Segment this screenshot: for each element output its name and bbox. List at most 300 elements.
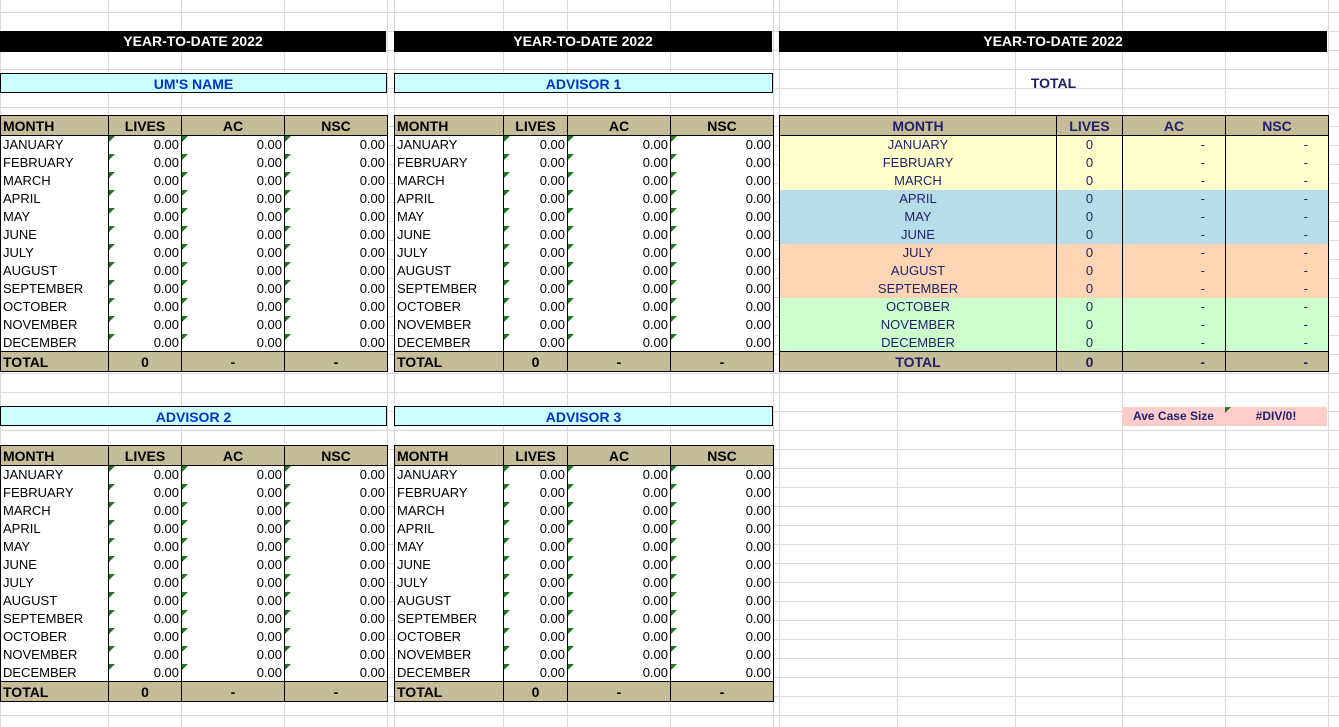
ac-cell[interactable]: 0.00 (182, 280, 285, 298)
lives-cell[interactable]: 0 (1057, 244, 1123, 262)
month-cell[interactable]: FEBRUARY (395, 154, 504, 172)
lives-cell[interactable]: 0.00 (109, 592, 182, 610)
nsc-cell[interactable]: 0.00 (671, 592, 774, 610)
lives-cell[interactable]: 0.00 (504, 136, 568, 154)
lives-cell[interactable]: 0.00 (109, 610, 182, 628)
lives-cell[interactable]: 0.00 (504, 208, 568, 226)
lives-cell[interactable]: 0 (1057, 208, 1123, 226)
month-cell[interactable]: MARCH (1, 172, 109, 190)
lives-cell[interactable]: 0.00 (504, 262, 568, 280)
ac-cell[interactable]: - (1123, 298, 1226, 316)
ac-cell[interactable]: 0.00 (568, 190, 671, 208)
nsc-cell[interactable]: 0.00 (671, 226, 774, 244)
ac-cell[interactable]: 0.00 (568, 244, 671, 262)
total-label[interactable]: TOTAL (395, 682, 504, 702)
month-cell[interactable]: APRIL (1, 520, 109, 538)
lives-cell[interactable]: 0 (1057, 334, 1123, 352)
nsc-cell[interactable]: 0.00 (285, 154, 388, 172)
total-ac[interactable]: - (182, 682, 285, 702)
month-cell[interactable]: JANUARY (1, 136, 109, 154)
ac-cell[interactable]: 0.00 (182, 172, 285, 190)
total-nsc[interactable]: - (671, 352, 774, 372)
lives-cell[interactable]: 0.00 (504, 316, 568, 334)
table-row (395, 502, 774, 520)
month-cell[interactable]: FEBRUARY (1, 154, 109, 172)
month-cell[interactable]: JULY (395, 574, 504, 592)
nsc-cell[interactable]: 0.00 (671, 466, 774, 484)
month-cell[interactable]: FEBRUARY (780, 154, 1057, 172)
nsc-cell[interactable]: 0.00 (671, 262, 774, 280)
lives-cell[interactable]: 0.00 (109, 244, 182, 262)
header-month[interactable]: MONTH (395, 116, 504, 136)
nsc-cell[interactable]: 0.00 (671, 244, 774, 262)
ac-cell[interactable]: 0.00 (568, 502, 671, 520)
table-row (780, 172, 1329, 190)
nsc-cell[interactable]: 0.00 (671, 190, 774, 208)
lives-cell[interactable]: 0 (1057, 226, 1123, 244)
um-name-bar[interactable]: UM'S NAME (0, 73, 387, 93)
header-month[interactable]: MONTH (1, 446, 109, 466)
header-month[interactable]: MONTH (1, 116, 109, 136)
month-cell[interactable]: APRIL (395, 190, 504, 208)
total-lives[interactable]: 0 (504, 682, 568, 702)
nsc-cell[interactable]: 0.00 (285, 520, 388, 538)
advisor2-name-bar[interactable]: ADVISOR 2 (0, 406, 387, 426)
advisor3-table (394, 445, 774, 702)
month-cell[interactable]: AUGUST (1, 262, 109, 280)
nsc-cell[interactable]: 0.00 (671, 316, 774, 334)
nsc-cell[interactable]: 0.00 (671, 574, 774, 592)
nsc-cell[interactable]: 0.00 (285, 190, 388, 208)
month-cell[interactable]: OCTOBER (1, 628, 109, 646)
lives-cell[interactable]: 0.00 (109, 520, 182, 538)
ac-cell[interactable]: 0.00 (568, 136, 671, 154)
lives-cell[interactable]: 0.00 (109, 484, 182, 502)
month-cell[interactable]: NOVEMBER (1, 646, 109, 664)
ac-cell[interactable]: 0.00 (182, 610, 285, 628)
lives-cell[interactable]: 0.00 (109, 628, 182, 646)
table-row (1, 136, 388, 154)
nsc-cell[interactable]: - (1226, 316, 1329, 334)
lives-cell[interactable]: 0.00 (504, 226, 568, 244)
month-cell[interactable]: APRIL (1, 190, 109, 208)
lives-cell[interactable]: 0.00 (504, 190, 568, 208)
month-cell[interactable]: JANUARY (395, 466, 504, 484)
nsc-cell[interactable]: 0.00 (285, 316, 388, 334)
lives-cell[interactable]: 0 (1057, 136, 1123, 154)
ac-cell[interactable]: 0.00 (182, 334, 285, 352)
header-ac[interactable]: AC (182, 446, 285, 466)
lives-cell[interactable]: 0.00 (109, 664, 182, 682)
ac-cell[interactable]: 0.00 (182, 316, 285, 334)
month-cell[interactable]: DECEMBER (780, 334, 1057, 352)
lives-cell[interactable]: 0.00 (109, 154, 182, 172)
lives-cell[interactable]: 0.00 (504, 484, 568, 502)
nsc-cell[interactable]: 0.00 (285, 628, 388, 646)
nsc-cell[interactable]: - (1226, 190, 1329, 208)
lives-cell[interactable]: 0.00 (504, 502, 568, 520)
nsc-cell[interactable]: 0.00 (671, 136, 774, 154)
lives-cell[interactable]: 0.00 (504, 466, 568, 484)
nsc-cell[interactable]: 0.00 (671, 172, 774, 190)
lives-cell[interactable]: 0.00 (109, 190, 182, 208)
nsc-cell[interactable]: 0.00 (285, 592, 388, 610)
month-cell[interactable]: MAY (1, 538, 109, 556)
month-cell[interactable]: MARCH (395, 502, 504, 520)
ac-cell[interactable]: 0.00 (568, 520, 671, 538)
lives-cell[interactable]: 0.00 (504, 298, 568, 316)
nsc-cell[interactable]: - (1226, 154, 1329, 172)
month-cell[interactable]: OCTOBER (395, 298, 504, 316)
table-row (1, 298, 388, 316)
lives-cell[interactable]: 0.00 (504, 154, 568, 172)
lives-cell[interactable]: 0.00 (504, 574, 568, 592)
month-cell[interactable]: OCTOBER (1, 298, 109, 316)
ac-cell[interactable]: 0.00 (182, 244, 285, 262)
nsc-cell[interactable]: - (1226, 136, 1329, 154)
header-ac[interactable]: AC (568, 446, 671, 466)
nsc-cell[interactable]: 0.00 (671, 298, 774, 316)
ac-cell[interactable]: - (1123, 208, 1226, 226)
nsc-cell[interactable]: 0.00 (671, 208, 774, 226)
ytd-header-right[interactable]: YEAR-TO-DATE 2022 (779, 31, 1327, 52)
total-nsc[interactable]: - (285, 682, 388, 702)
header-nsc[interactable]: NSC (1226, 116, 1329, 136)
ac-cell[interactable]: 0.00 (568, 610, 671, 628)
ac-cell[interactable]: - (1123, 334, 1226, 352)
total-label[interactable]: TOTAL (780, 352, 1057, 372)
ytd-header-middle[interactable]: YEAR-TO-DATE 2022 (394, 31, 772, 52)
nsc-cell[interactable]: 0.00 (671, 556, 774, 574)
lives-cell[interactable]: 0.00 (109, 298, 182, 316)
month-cell[interactable]: AUGUST (395, 262, 504, 280)
header-ac[interactable]: AC (1123, 116, 1226, 136)
nsc-cell[interactable]: 0.00 (285, 646, 388, 664)
header-nsc[interactable]: NSC (671, 446, 774, 466)
ac-cell[interactable]: 0.00 (182, 502, 285, 520)
month-cell[interactable]: MARCH (780, 172, 1057, 190)
month-cell[interactable]: OCTOBER (780, 298, 1057, 316)
nsc-cell[interactable]: 0.00 (285, 484, 388, 502)
header-month[interactable]: MONTH (780, 116, 1057, 136)
ac-cell[interactable]: 0.00 (568, 208, 671, 226)
advisor1-name-bar[interactable]: ADVISOR 1 (394, 73, 773, 93)
totals-title[interactable]: TOTAL (1030, 75, 1077, 91)
advisor1-table (394, 115, 774, 372)
ac-cell[interactable]: 0.00 (568, 280, 671, 298)
header-month[interactable]: MONTH (395, 446, 504, 466)
nsc-cell[interactable]: 0.00 (285, 610, 388, 628)
month-cell[interactable]: NOVEMBER (395, 316, 504, 334)
nsc-cell[interactable]: 0.00 (285, 664, 388, 682)
ac-cell[interactable]: 0.00 (182, 136, 285, 154)
ac-cell[interactable]: - (1123, 262, 1226, 280)
lives-cell[interactable]: 0 (1057, 298, 1123, 316)
lives-cell[interactable]: 0.00 (504, 334, 568, 352)
ac-cell[interactable]: 0.00 (182, 520, 285, 538)
month-cell[interactable]: MARCH (395, 172, 504, 190)
nsc-cell[interactable]: 0.00 (671, 664, 774, 682)
nsc-cell[interactable]: 0.00 (285, 334, 388, 352)
month-cell[interactable]: DECEMBER (1, 664, 109, 682)
ac-cell[interactable]: 0.00 (568, 556, 671, 574)
nsc-cell[interactable]: 0.00 (671, 520, 774, 538)
nsc-cell[interactable]: 0.00 (671, 628, 774, 646)
nsc-cell[interactable]: 0.00 (285, 280, 388, 298)
lives-cell[interactable]: 0.00 (109, 208, 182, 226)
total-nsc[interactable]: - (285, 352, 388, 372)
lives-cell[interactable]: 0.00 (504, 556, 568, 574)
ac-cell[interactable]: 0.00 (568, 484, 671, 502)
month-cell[interactable]: NOVEMBER (780, 316, 1057, 334)
month-cell[interactable]: SEPTEMBER (1, 280, 109, 298)
nsc-cell[interactable]: 0.00 (285, 136, 388, 154)
ac-cell[interactable]: 0.00 (568, 226, 671, 244)
nsc-cell[interactable]: 0.00 (671, 334, 774, 352)
ac-cell[interactable]: 0.00 (568, 262, 671, 280)
ac-cell[interactable]: 0.00 (568, 538, 671, 556)
month-cell[interactable]: SEPTEMBER (395, 280, 504, 298)
total-ac[interactable]: - (182, 352, 285, 372)
total-nsc[interactable]: - (671, 682, 774, 702)
nsc-cell[interactable]: - (1226, 226, 1329, 244)
month-cell[interactable]: SEPTEMBER (1, 610, 109, 628)
month-cell[interactable]: NOVEMBER (1, 316, 109, 334)
lives-cell[interactable]: 0 (1057, 172, 1123, 190)
lives-cell[interactable]: 0.00 (109, 226, 182, 244)
month-cell[interactable]: APRIL (395, 520, 504, 538)
ac-cell[interactable]: - (1123, 136, 1226, 154)
total-lives[interactable]: 0 (504, 352, 568, 372)
ac-cell[interactable]: 0.00 (182, 628, 285, 646)
ac-cell[interactable]: 0.00 (182, 574, 285, 592)
ac-cell[interactable]: - (1123, 154, 1226, 172)
lives-cell[interactable]: 0.00 (504, 538, 568, 556)
month-cell[interactable]: AUGUST (1, 592, 109, 610)
nsc-cell[interactable]: 0.00 (671, 610, 774, 628)
header-nsc[interactable]: NSC (671, 116, 774, 136)
header-lives[interactable]: LIVES (109, 116, 182, 136)
ac-cell[interactable]: 0.00 (182, 484, 285, 502)
ac-cell[interactable]: - (1123, 316, 1226, 334)
nsc-cell[interactable]: 0.00 (285, 244, 388, 262)
lives-cell[interactable]: 0.00 (504, 592, 568, 610)
lives-cell[interactable]: 0.00 (109, 334, 182, 352)
header-ac[interactable]: AC (568, 116, 671, 136)
total-lives[interactable]: 0 (109, 682, 182, 702)
nsc-cell[interactable]: 0.00 (285, 208, 388, 226)
lives-cell[interactable]: 0.00 (109, 502, 182, 520)
month-cell[interactable]: MAY (780, 208, 1057, 226)
total-nsc[interactable]: - (1226, 352, 1329, 372)
ytd-header-left[interactable]: YEAR-TO-DATE 2022 (0, 31, 386, 52)
header-lives[interactable]: LIVES (504, 116, 568, 136)
ac-cell[interactable]: 0.00 (568, 334, 671, 352)
month-cell[interactable]: OCTOBER (395, 628, 504, 646)
lives-cell[interactable]: 0.00 (109, 262, 182, 280)
ac-cell[interactable]: 0.00 (182, 262, 285, 280)
ac-cell[interactable]: - (1123, 172, 1226, 190)
total-label[interactable]: TOTAL (1, 352, 109, 372)
month-cell[interactable]: JANUARY (1, 466, 109, 484)
month-cell[interactable]: JULY (1, 574, 109, 592)
month-cell[interactable]: JANUARY (395, 136, 504, 154)
total-label[interactable]: TOTAL (1, 682, 109, 702)
lives-cell[interactable]: 0.00 (504, 664, 568, 682)
nsc-cell[interactable]: - (1226, 334, 1329, 352)
table-row (395, 244, 774, 262)
total-lives[interactable]: 0 (109, 352, 182, 372)
header-lives[interactable]: LIVES (109, 446, 182, 466)
ac-cell[interactable]: 0.00 (182, 154, 285, 172)
month-cell[interactable]: JULY (1, 244, 109, 262)
table-row (395, 226, 774, 244)
ac-cell[interactable]: 0.00 (568, 664, 671, 682)
header-ac[interactable]: AC (182, 116, 285, 136)
month-cell[interactable]: JUNE (1, 226, 109, 244)
ac-cell[interactable]: 0.00 (182, 556, 285, 574)
month-cell[interactable]: JUNE (1, 556, 109, 574)
lives-cell[interactable]: 0.00 (504, 280, 568, 298)
lives-cell[interactable]: 0.00 (504, 646, 568, 664)
month-cell[interactable]: NOVEMBER (395, 646, 504, 664)
header-nsc[interactable]: NSC (285, 116, 388, 136)
ave-case-size-label[interactable]: Ave Case Size (1122, 407, 1225, 426)
nsc-cell[interactable]: 0.00 (671, 538, 774, 556)
nsc-cell[interactable]: - (1226, 244, 1329, 262)
ac-cell[interactable]: - (1123, 244, 1226, 262)
nsc-cell[interactable]: 0.00 (671, 502, 774, 520)
total-ac[interactable]: - (568, 352, 671, 372)
lives-cell[interactable]: 0 (1057, 280, 1123, 298)
month-cell[interactable]: JANUARY (780, 136, 1057, 154)
nsc-cell[interactable]: 0.00 (285, 556, 388, 574)
month-cell[interactable]: JUNE (395, 556, 504, 574)
month-cell[interactable]: MAY (1, 208, 109, 226)
nsc-cell[interactable]: - (1226, 298, 1329, 316)
lives-cell[interactable]: 0.00 (504, 628, 568, 646)
lives-cell[interactable]: 0.00 (109, 280, 182, 298)
month-cell[interactable]: AUGUST (395, 592, 504, 610)
month-cell[interactable]: SEPTEMBER (780, 280, 1057, 298)
nsc-cell[interactable]: 0.00 (285, 226, 388, 244)
advisor3-name-bar[interactable]: ADVISOR 3 (394, 406, 773, 426)
lives-cell[interactable]: 0.00 (504, 520, 568, 538)
total-ac[interactable]: - (568, 682, 671, 702)
nsc-cell[interactable]: 0.00 (671, 646, 774, 664)
lives-cell[interactable]: 0.00 (109, 538, 182, 556)
ac-cell[interactable]: 0.00 (182, 538, 285, 556)
month-cell[interactable]: MARCH (1, 502, 109, 520)
nsc-cell[interactable]: - (1226, 280, 1329, 298)
ac-cell[interactable]: 0.00 (182, 226, 285, 244)
ac-cell[interactable]: 0.00 (182, 298, 285, 316)
ac-cell[interactable]: - (1123, 190, 1226, 208)
nsc-cell[interactable]: 0.00 (671, 484, 774, 502)
ave-case-size-value[interactable]: #DIV/0! (1225, 407, 1327, 426)
lives-cell[interactable]: 0.00 (109, 172, 182, 190)
total-ac[interactable]: - (1123, 352, 1226, 372)
ac-cell[interactable]: 0.00 (568, 316, 671, 334)
nsc-cell[interactable]: 0.00 (285, 262, 388, 280)
ac-cell[interactable]: 0.00 (182, 190, 285, 208)
nsc-cell[interactable]: - (1226, 262, 1329, 280)
table-row (1, 574, 388, 592)
month-cell[interactable]: JUNE (780, 226, 1057, 244)
nsc-cell[interactable]: 0.00 (285, 466, 388, 484)
month-cell[interactable]: MAY (395, 538, 504, 556)
ac-cell[interactable]: 0.00 (182, 208, 285, 226)
month-cell[interactable]: DECEMBER (395, 664, 504, 682)
lives-cell[interactable]: 0.00 (109, 466, 182, 484)
ac-cell[interactable]: - (1123, 226, 1226, 244)
month-cell[interactable]: SEPTEMBER (395, 610, 504, 628)
header-lives[interactable]: LIVES (504, 446, 568, 466)
ac-cell[interactable]: 0.00 (182, 664, 285, 682)
lives-cell[interactable]: 0 (1057, 154, 1123, 172)
lives-cell[interactable]: 0.00 (109, 556, 182, 574)
lives-cell[interactable]: 0.00 (109, 316, 182, 334)
nsc-cell[interactable]: 0.00 (285, 298, 388, 316)
lives-cell[interactable]: 0 (1057, 190, 1123, 208)
ac-cell[interactable]: - (1123, 280, 1226, 298)
nsc-cell[interactable]: 0.00 (285, 538, 388, 556)
nsc-cell[interactable]: 0.00 (285, 172, 388, 190)
header-nsc[interactable]: NSC (285, 446, 388, 466)
lives-cell[interactable]: 0 (1057, 316, 1123, 334)
nsc-cell[interactable]: 0.00 (671, 280, 774, 298)
ac-cell[interactable]: 0.00 (568, 154, 671, 172)
lives-cell[interactable]: 0 (1057, 262, 1123, 280)
ac-cell[interactable]: 0.00 (182, 592, 285, 610)
total-lives[interactable]: 0 (1057, 352, 1123, 372)
month-cell[interactable]: APRIL (780, 190, 1057, 208)
month-cell[interactable]: DECEMBER (395, 334, 504, 352)
table-row (395, 262, 774, 280)
month-cell[interactable]: JUNE (395, 226, 504, 244)
month-cell[interactable]: FEBRUARY (1, 484, 109, 502)
month-cell[interactable]: AUGUST (780, 262, 1057, 280)
ac-cell[interactable]: 0.00 (568, 574, 671, 592)
nsc-cell[interactable]: - (1226, 172, 1329, 190)
ac-cell[interactable]: 0.00 (568, 172, 671, 190)
lives-cell[interactable]: 0.00 (504, 172, 568, 190)
month-cell[interactable]: MAY (395, 208, 504, 226)
ac-cell[interactable]: 0.00 (568, 646, 671, 664)
ac-cell[interactable]: 0.00 (568, 592, 671, 610)
nsc-cell[interactable]: - (1226, 208, 1329, 226)
nsc-cell[interactable]: 0.00 (285, 502, 388, 520)
total-label[interactable]: TOTAL (395, 352, 504, 372)
month-cell[interactable]: FEBRUARY (395, 484, 504, 502)
lives-cell[interactable]: 0.00 (504, 244, 568, 262)
ac-cell[interactable]: 0.00 (182, 466, 285, 484)
header-lives[interactable]: LIVES (1057, 116, 1123, 136)
ac-cell[interactable]: 0.00 (568, 298, 671, 316)
month-cell[interactable]: JULY (780, 244, 1057, 262)
month-cell[interactable]: JULY (395, 244, 504, 262)
nsc-cell[interactable]: 0.00 (285, 574, 388, 592)
lives-cell[interactable]: 0.00 (109, 646, 182, 664)
lives-cell[interactable]: 0.00 (109, 574, 182, 592)
lives-cell[interactable]: 0.00 (504, 610, 568, 628)
ac-cell[interactable]: 0.00 (568, 466, 671, 484)
ac-cell[interactable]: 0.00 (568, 628, 671, 646)
month-cell[interactable]: DECEMBER (1, 334, 109, 352)
lives-cell[interactable]: 0.00 (109, 136, 182, 154)
nsc-cell[interactable]: 0.00 (671, 154, 774, 172)
ac-cell[interactable]: 0.00 (182, 646, 285, 664)
